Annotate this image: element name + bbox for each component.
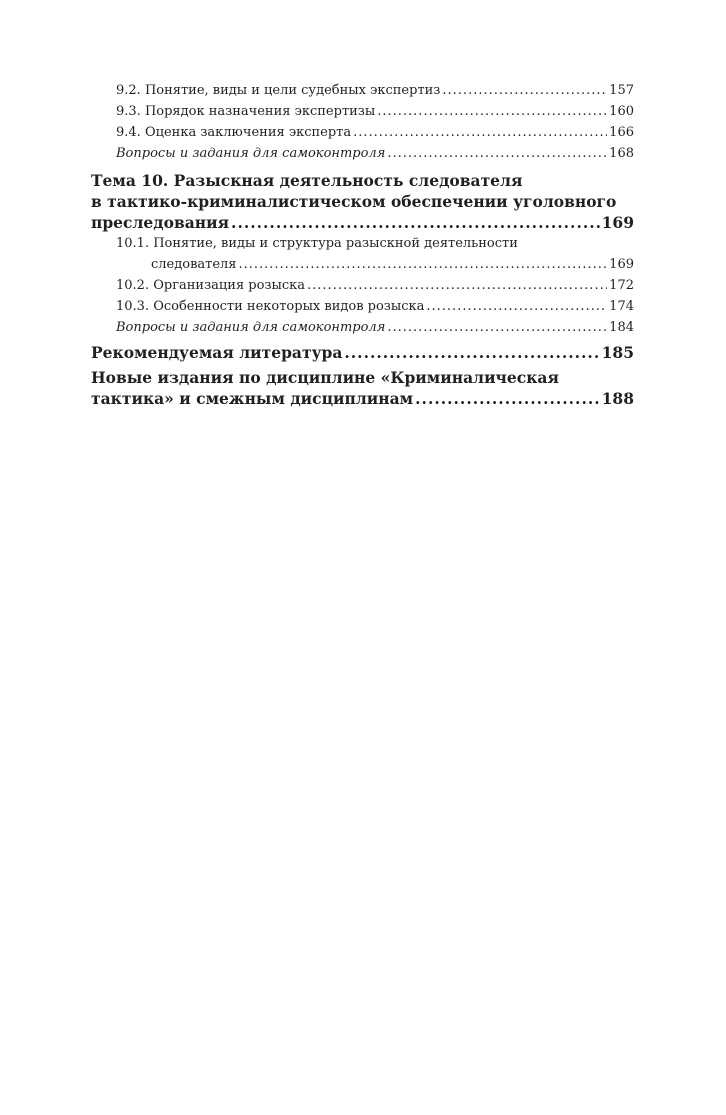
toc-entry-new-editions[interactable] (91, 367, 634, 409)
toc-topic-title-line: в тактико-криминалистическом обеспечении уголовного (91, 192, 617, 211)
toc-page-number: 169 (609, 257, 634, 272)
toc-page-number: 169 (601, 213, 634, 232)
toc-entry-title: Вопросы и задания для самоконтроля (116, 320, 386, 335)
dot-leader (353, 122, 607, 143)
dot-leader (387, 317, 607, 338)
toc-entry-topic-10[interactable] (91, 170, 634, 233)
toc-entry-10-2[interactable] (91, 275, 634, 296)
toc-page-number: 188 (601, 389, 634, 408)
toc-topic-title-line: Тема 10. Разыскная деятельность следователя (91, 171, 523, 190)
dot-leader (238, 254, 607, 275)
dot-leader (387, 143, 607, 164)
toc-entry-literature[interactable] (91, 342, 634, 363)
toc-page-number: 172 (609, 278, 634, 293)
toc-entry-title: Рекомендуемая литература (91, 343, 343, 362)
toc-page-number: 160 (609, 104, 634, 119)
toc-topic-title-line: тактика» и смежным дисциплинам (91, 389, 414, 408)
dot-leader (377, 101, 607, 122)
toc-entry-title: 9.4. Оценка заключения эксперта (116, 125, 352, 140)
toc-page-number: 168 (609, 146, 634, 161)
toc-entry-title: 10.2. Организация розыска (116, 278, 306, 293)
toc-entry-questions-10[interactable] (91, 317, 634, 338)
toc-page-number: 174 (609, 299, 634, 314)
toc-page-number: 184 (609, 320, 634, 335)
dot-leader (344, 342, 599, 363)
toc-page-number: 166 (609, 125, 634, 140)
toc-topic-title-line: преследования (91, 213, 230, 232)
toc-entry-10-3[interactable] (91, 296, 634, 317)
dot-leader (442, 80, 607, 101)
toc-page-number: 157 (609, 83, 634, 98)
toc-entry-title: Вопросы и задания для самоконтроля (116, 146, 386, 161)
dot-leader (231, 212, 600, 233)
toc-entry-questions-9[interactable] (91, 143, 634, 164)
dot-leader (307, 275, 607, 296)
toc-entry-title: 10.3. Особенности некоторых видов розыска (116, 299, 425, 314)
toc-entry-9-4[interactable] (91, 122, 634, 143)
toc-entry-10-1[interactable] (91, 233, 634, 275)
toc-entry-9-3[interactable] (91, 101, 634, 122)
toc-entry-9-2[interactable] (91, 80, 634, 101)
toc-entry-title-line: следователя (151, 257, 237, 272)
toc-topic-title-line: Новые издания по дисциплине «Криминалическая (91, 368, 559, 387)
dot-leader (426, 296, 607, 317)
toc-entry-title-line: 10.1. Понятие, виды и структура разыскной деятельности (116, 236, 518, 251)
table-of-contents (91, 80, 634, 409)
toc-entry-title: 9.3. Порядок назначения экспертизы (116, 104, 376, 119)
toc-entry-title: 9.2. Понятие, виды и цели судебных экспертиз (116, 83, 441, 98)
dot-leader (415, 388, 599, 409)
toc-page-number: 185 (601, 343, 634, 362)
